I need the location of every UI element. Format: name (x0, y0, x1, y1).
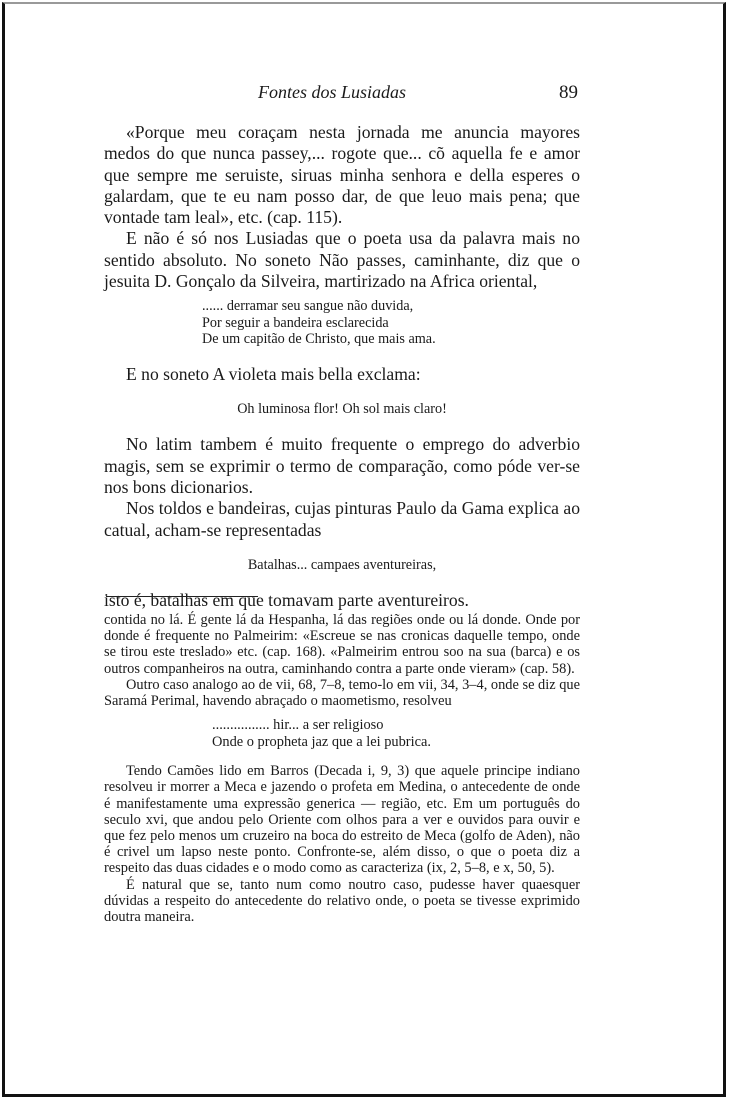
verse-block (202, 298, 580, 348)
verse-line: Onde o propheta jaz que a lei pubrica. (212, 734, 431, 751)
verse-line: Por seguir a bandeira esclarecida (202, 314, 389, 331)
verse-line-centered: Oh luminosa flor! Oh sol mais claro! (237, 401, 447, 418)
main-text (104, 122, 580, 612)
footnote-paragraph: Outro caso analogo ao de vii, 68, 7–8, temo-lo em vii, 34, 3–4, onde se diz que Saramá Perimal, havendo abraçado o maometismo, resolveu (104, 676, 581, 710)
verse-line: ...... derramar seu sangue não duvida, (202, 298, 414, 315)
paragraph-batalhas: isto é, batalhas em que tomavam parte aventureiros. (104, 590, 469, 611)
footnote-paragraph: Tendo Camões lido em Barros (Decada i, 9, 3) que aquele principe indiano resolveu ir morrer a Meca e jazendo o profeta em Medina, o antecedente de onde é manifestamente uma expressão generica — região, etc. Em um português do seculo xvi, que andou pelo Oriente com olhos para a ver e ouvidos para ouvir e que fez pelo menos um cruzeiro na boca do estreito de Meca (golfo de Aden), não é crivel um lapso neste ponto. Confronte-se, além disso, o que o poeta diz a respeito das duas cidades e o modo como as caracteriza (ix, 2, 5–8, e x, 50, 5). (104, 763, 580, 877)
footnote-verse (212, 717, 580, 751)
page-header (104, 82, 580, 108)
footnotes (104, 612, 580, 925)
paragraph-violeta: E no soneto A violeta mais bella exclama: (126, 363, 421, 384)
footnote-paragraph: É natural que se, tanto num como noutro caso, pudesse haver quaesquer dúvidas a respeito do antecedente do relativo onde, o poeta se tivesse exprimido doutra maneira. (104, 876, 580, 926)
verse-line-centered: Batalhas... campaes aventureiras, (247, 556, 437, 573)
paragraph-latim: No latim tambem é muito frequente o emprego do adverbio magis, sem se exprimir o termo de comparação, como póde ver-se nos bons dicionarios. (104, 434, 580, 498)
page-number: 89 (559, 82, 578, 103)
footnote-rule (106, 596, 258, 597)
verse-line: ................ hir... a ser religioso (212, 717, 384, 734)
running-title: Fontes dos Lusiadas (258, 82, 407, 102)
verse-line: De um capitão de Christo, que mais ama. (202, 331, 436, 348)
paragraph-soneto: E não é só nos Lusiadas que o poeta usa da palavra mais no sentido absoluto. No soneto Não passes, caminhante, diz que o jesuita D. Gonçalo da Silveira, martirizado na Africa oriental, (104, 228, 580, 292)
paragraph-toldos: Nos toldos e bandeiras, cujas pinturas Paulo da Gama explica ao catual, acham-se representadas (104, 498, 580, 540)
paragraph-quote: «Porque meu coraçam nesta jornada me anuncia mayores medos do que nunca passey,... rogote que... cõ aquella fe e amor que sempre me seruiste, siruas minha senhora e della esperes o galardam, que te eu nam posso dar, de que leuo mais pena; que vontade tam leal», etc. (cap. 115). (104, 122, 580, 228)
footnote-paragraph: contida no lá. É gente lá da Hespanha, lá das regiões onde ou lá donde. Onde por donde é frequente no Palmeirim: «Escreue se nas cronicas daquelle tempo, onde se tirou este treslado» etc. (cap. 168). «Palmeirim entrou soo na sua (barca) e os outros companheiros na outra, caminhando contra a parte onde vieram» (cap. 58). (104, 612, 580, 677)
